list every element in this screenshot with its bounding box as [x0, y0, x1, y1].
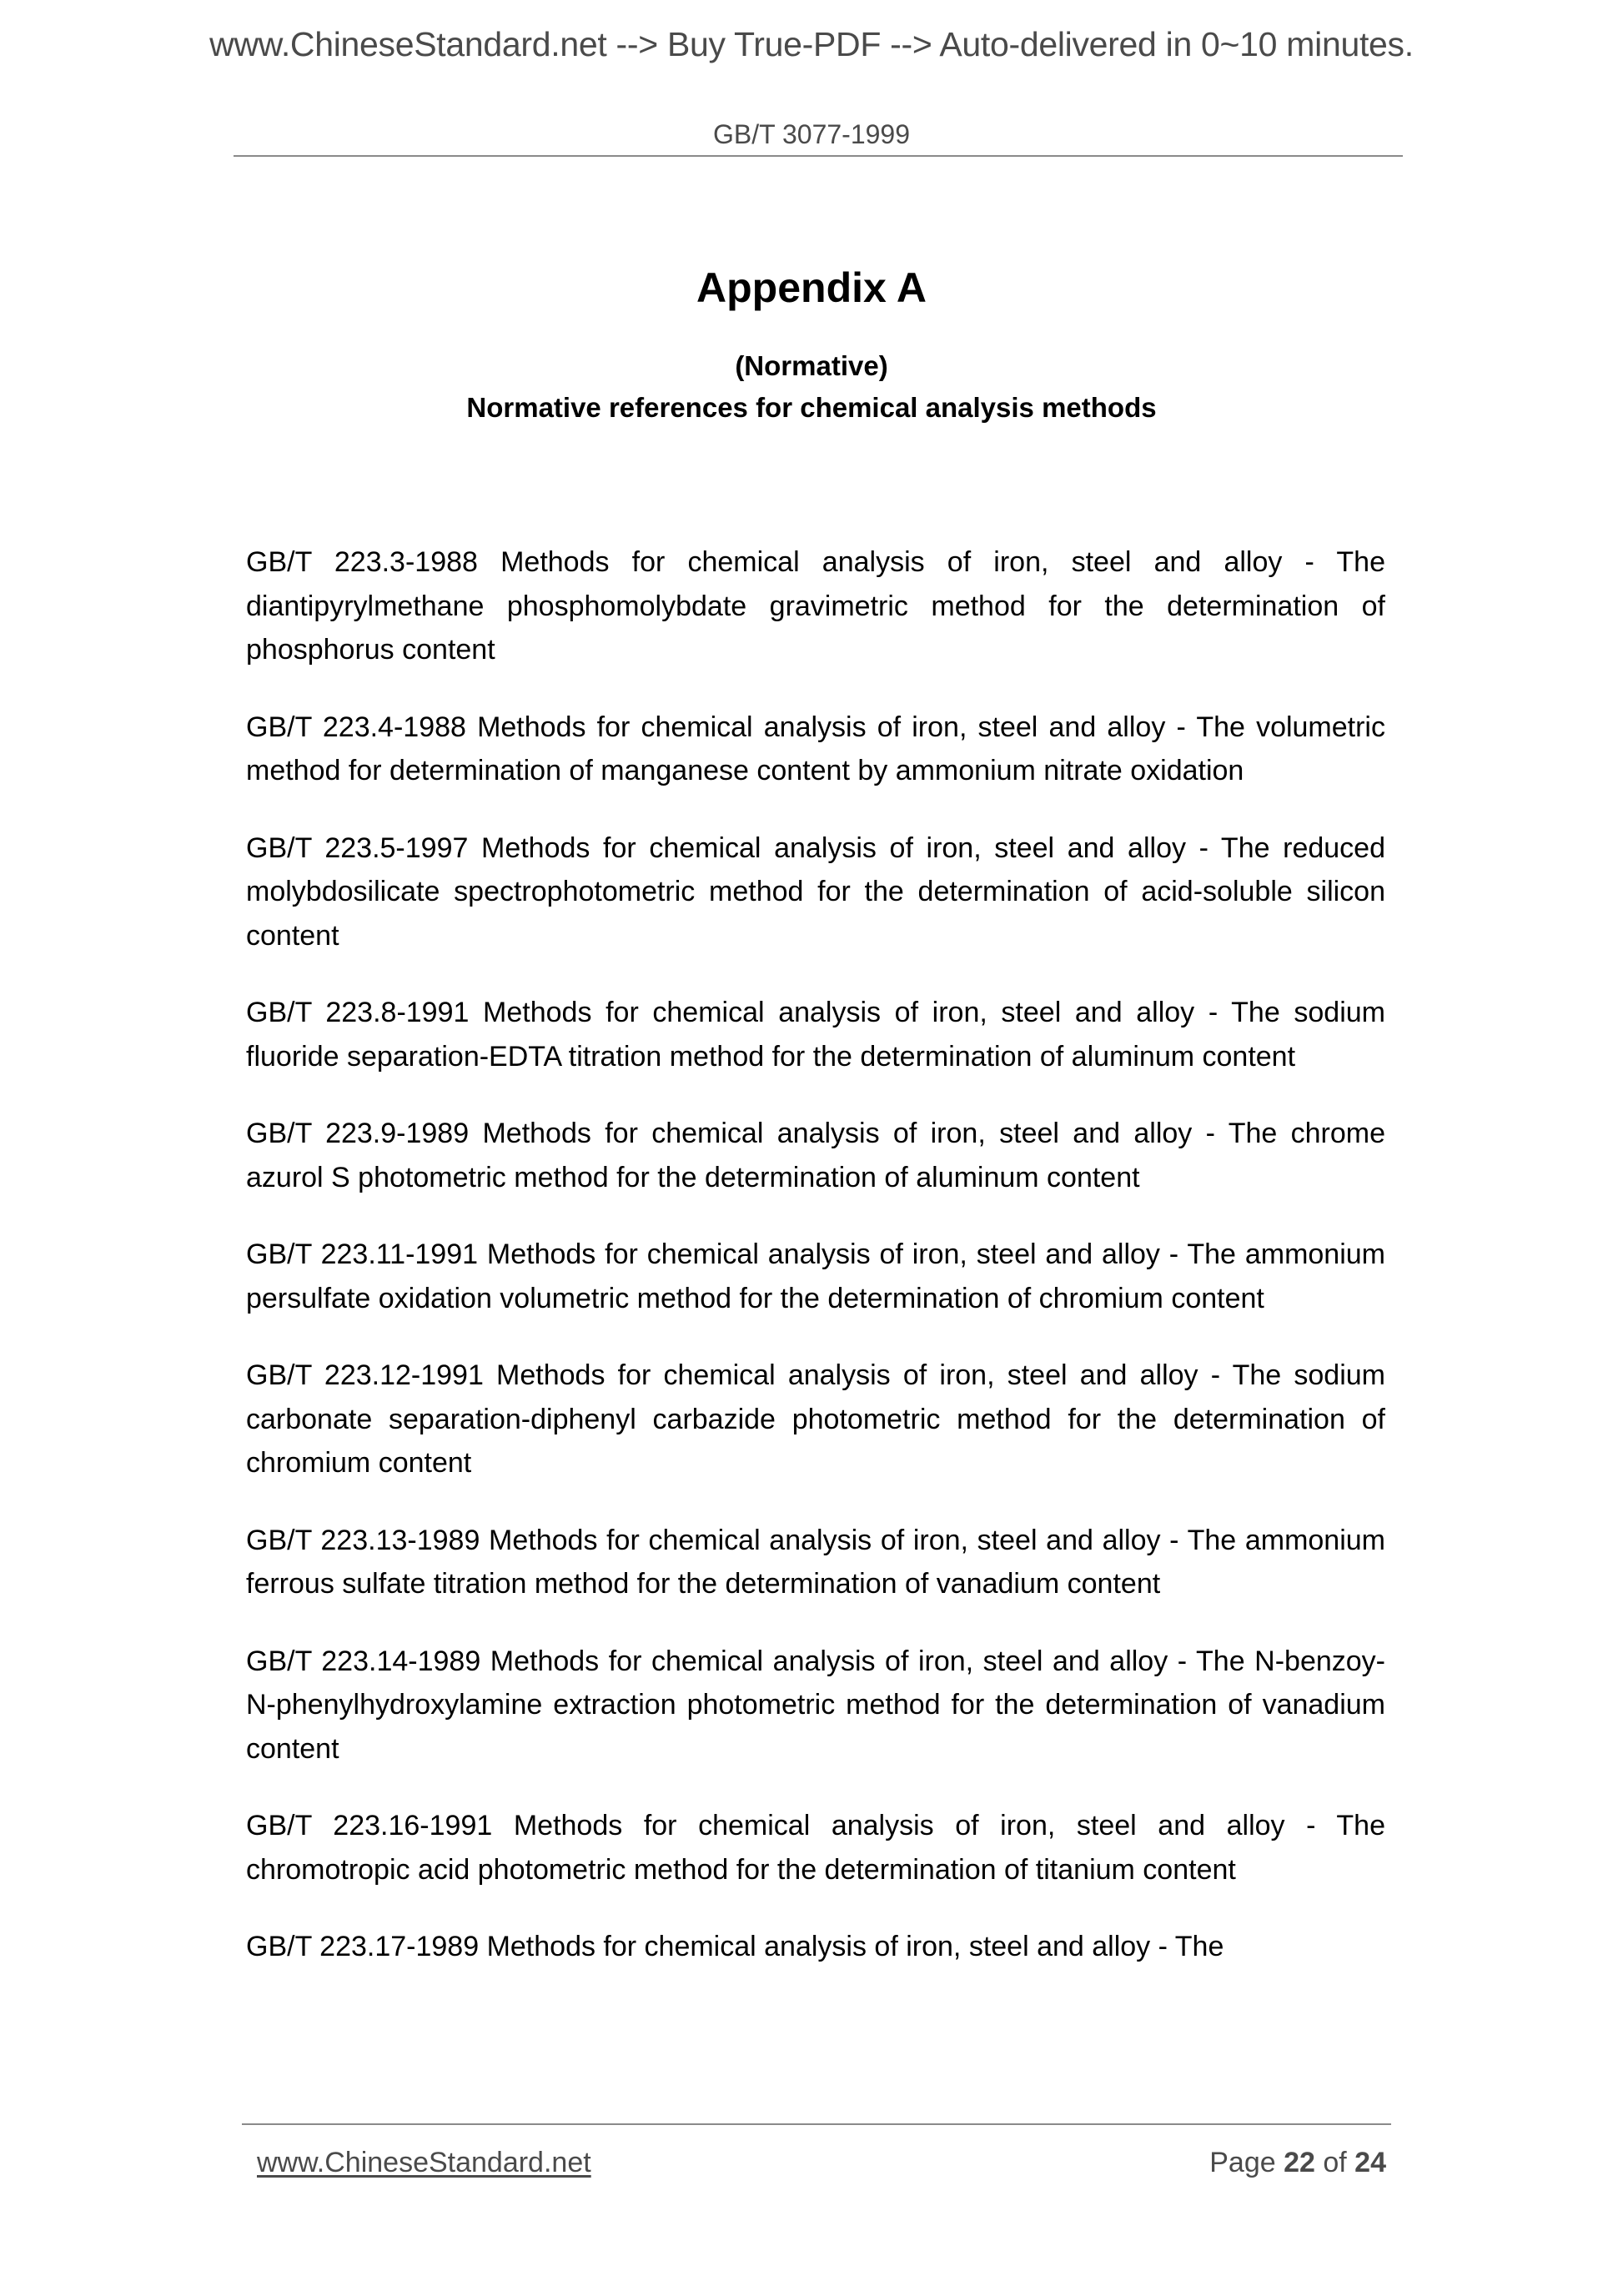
footer-website-link[interactable]: www.ChineseStandard.net [257, 2147, 591, 2178]
page-prefix: Page [1209, 2147, 1284, 2178]
page-number [1209, 2147, 1386, 2179]
page-of: of [1314, 2147, 1355, 2178]
reference-item: GB/T 223.12-1991 Methods for chemical analysis of iron, steel and alloy - The sodium carbonate separation-diphenyl carbazide photometric method for the determination of chromium content [246, 1359, 1385, 1479]
reference-item: GB/T 223.17-1989 Methods for chemical analysis of iron, steel and alloy - The [246, 1931, 1224, 1962]
reference-item: GB/T 223.11-1991 Methods for chemical analysis of iron, steel and alloy - The ammonium persulfate oxidation volumetric method for the determination of chromium content [246, 1238, 1385, 1314]
reference-item: GB/T 223.5-1997 Methods for chemical analysis of iron, steel and alloy - The reduced molybdosilicate spectrophotometric method for the determination of acid-soluble silicon content [246, 831, 1385, 952]
reference-item: GB/T 223.16-1991 Methods for chemical analysis of iron, steel and alloy - The chromotropic acid photometric method for the determination of titanium content [246, 1810, 1385, 1886]
reference-item: GB/T 223.9-1989 Methods for chemical analysis of iron, steel and alloy - The chrome azurol S photometric method for the determination of aluminum content [246, 1118, 1385, 1193]
footer-divider [242, 2123, 1391, 2125]
document-id: GB/T 3077-1999 [712, 119, 910, 149]
reference-item: GB/T 223.8-1991 Methods for chemical analysis of iron, steel and alloy - The sodium fluoride separation-EDTA titration method for the determination of aluminum content [246, 997, 1385, 1073]
reference-item: GB/T 223.3-1988 Methods for chemical analysis of iron, steel and alloy - The diantipyrylmethane phosphomolybdate gravimetric method for the determination of phosphorus content [246, 546, 1385, 666]
reference-item: GB/T 223.14-1989 Methods for chemical analysis of iron, steel and alloy - The N-benzoy-N-phenylhydroxylamine extraction photometric method for the determination of vanadium content [246, 1645, 1385, 1765]
reference-item: GB/T 223.13-1989 Methods for chemical analysis of iron, steel and alloy - The ammonium ferrous sulfate titration method for the determination of vanadium content [246, 1524, 1385, 1600]
appendix-subtitle: Normative references for chemical analysis methods [466, 392, 1157, 423]
reference-list [246, 540, 1385, 2002]
page-current: 22 [1284, 2147, 1315, 2178]
reference-item: GB/T 223.4-1988 Methods for chemical analysis of iron, steel and alloy - The volumetric method for determination of manganese content by ammonium nitrate oxidation [246, 711, 1385, 786]
header-divider [234, 155, 1403, 157]
header-banner-link[interactable]: www.ChineseStandard.net --> Buy True-PDF --> Auto-delivered in 0~10 minutes. [209, 25, 1414, 63]
appendix-title: Appendix A [696, 264, 927, 311]
appendix-type: (Normative) [735, 350, 888, 381]
page-total: 24 [1354, 2147, 1386, 2178]
